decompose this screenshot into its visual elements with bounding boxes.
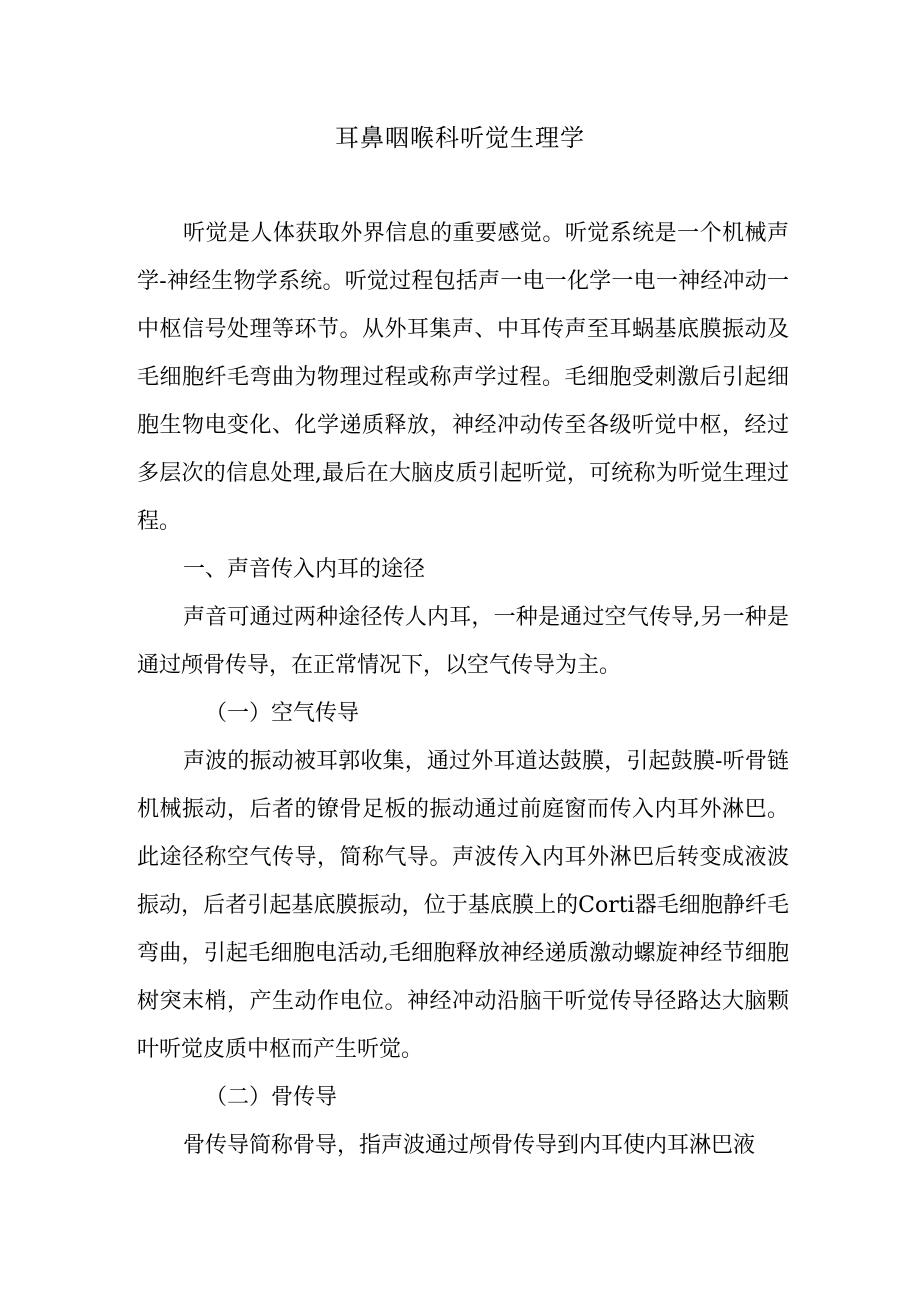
bone-conduction-paragraph: 骨传导简称骨导，指声波通过颅骨传导到内耳使内耳淋巴液 <box>183 1133 756 1158</box>
page-title: 耳鼻咽喉科听觉生理学 <box>335 124 585 152</box>
subsection-heading-bone-conduction: （二）骨传导 <box>205 1085 338 1110</box>
section-1-paragraph: 声音可通过两种途径传人内耳，一种是通过空气传导,另一种是通过颅骨传导，在正常情况下，以空气传导为主。 <box>137 605 789 678</box>
air-conduction-paragraph: 声波的振动被耳郭收集，通过外耳道达鼓膜，引起鼓膜-听骨链机械振动，后者的镣骨足板的振动通过前庭窗而传入内耳外淋巴。此途径称空气传导，简称气导。声波传入内耳外淋巴后转变成液波振动，后者引起基底膜振动，位于基底膜上的Corti器毛细胞静纤毛弯曲，引起毛细胞电活动,毛细胞释放神经递质激动螺旋神经节细胞树突末梢，产生动作电位。神经冲动沿脑干听觉传导径路达大脑颗叶听觉皮质中枢而产生听觉。 <box>137 749 789 1062</box>
intro-paragraph: 听觉是人体获取外界信息的重要感觉。听觉系统是一个机械声学-神经生物学系统。听觉过程包括声一电一化学一电一神经冲动一中枢信号处理等环节。从外耳集声、中耳传声至耳蜗基底膜振动及毛细胞纤毛弯曲为物理过程或称声学过程。毛细胞受刺激后引起细胞生物电变化、化学递质释放，神经冲动传至各级听觉中枢，经过多层次的信息处理,最后在大脑皮质引起听觉，可统称为听觉生理过程。 <box>137 221 789 534</box>
section-heading-1: 一、声音传入内耳的途径 <box>183 557 426 582</box>
document-body <box>137 210 789 1170</box>
subsection-heading-air-conduction: （一）空气传导 <box>205 701 360 726</box>
